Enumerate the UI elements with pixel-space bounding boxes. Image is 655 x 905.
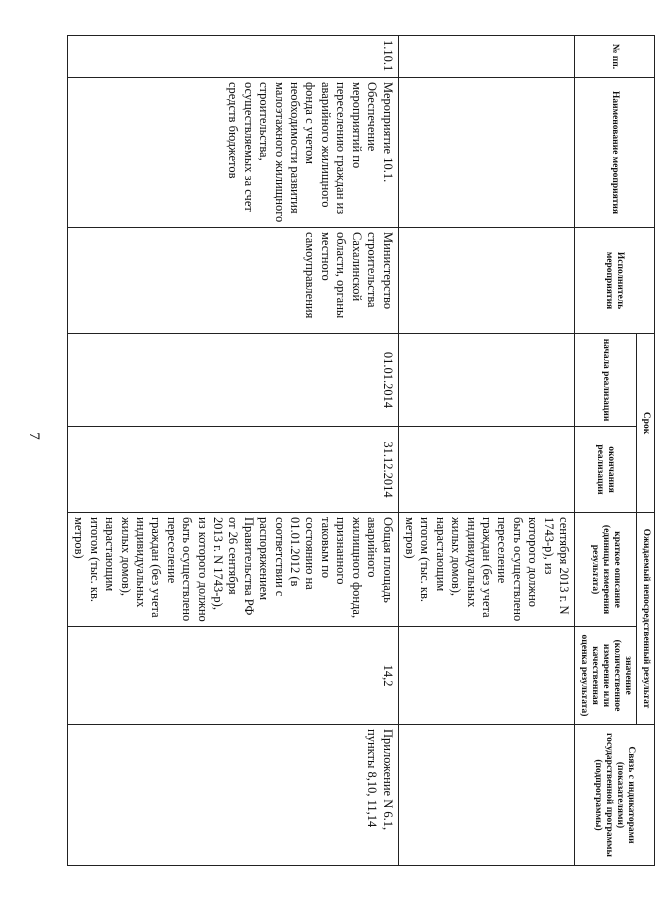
- cell-result-value: [398, 627, 574, 725]
- header-measure-name: Наименование мероприятия: [575, 78, 655, 228]
- header-result-description: краткое описание (единицы измерения результата): [575, 513, 637, 627]
- cell-result-description: Общая площадь аварийного жилищного фонда, признанного таковым по состоянию на 01.01.2012 (в соответствии с распоряжением Правительства РФ от 26 сентября 2013 г. N 1743-р), из которого должно быть осуществлено переселение граждан (без учета индивидуальных жилых домов), нарастающим итогом (тыс. кв. метров): [68, 513, 399, 627]
- cell-executor: Министерство строительства Сахалинской области, органы местного самоуправления: [68, 228, 399, 334]
- cell-measure-name: Мероприятие 10.1. Обеспечение мероприятий по переселению граждан из аварийного жилищного фонда с учетом необходимости развития малоэтажного жилищного строительства, осуществляемых за счет средств бюджетов: [68, 78, 399, 228]
- header-indicator-link: Связь с индикаторами (показателями) государственной программы (подпрограммы): [575, 725, 655, 866]
- cell-start-date: 01.01.2014: [68, 334, 399, 427]
- cell-executor: [398, 228, 574, 334]
- cell-num: 1.10.1: [68, 36, 399, 78]
- header-num: № пп.: [575, 36, 655, 78]
- header-term: Срок: [637, 334, 655, 513]
- table-row-continuation: [398, 36, 574, 866]
- cell-result-value: 14,2: [68, 627, 399, 725]
- header-term-start: начала реализации: [575, 334, 637, 427]
- cell-end-date: [398, 427, 574, 513]
- cell-num: [398, 36, 574, 78]
- header-result-value: значение (количественное измерение или качественная оценка результата): [575, 627, 637, 725]
- cell-result-description: сентября 2013 г. N 1743-р), из которого должно быть осуществлено переселение граждан (без учета индивидуальных жилых домов), нарастающим итогом (тыс. кв. метров): [398, 513, 574, 627]
- cell-end-date: 31.12.2014: [68, 427, 399, 513]
- page-number: 7: [26, 432, 42, 440]
- header-executor: Исполнитель мероприятия: [575, 228, 655, 334]
- cell-start-date: [398, 334, 574, 427]
- header-term-end: окончания реализации: [575, 427, 637, 513]
- measures-table-sheet: [72, 35, 655, 865]
- cell-measure-name: [398, 78, 574, 228]
- header-expected-result: Ожидаемый непосредственный результат: [637, 513, 655, 725]
- measures-table: [67, 35, 655, 866]
- table-row: [68, 36, 399, 866]
- cell-indicator-link: [398, 725, 574, 866]
- cell-indicator-link: Приложение N 6.1, пункты 8,10, 11,14: [68, 725, 399, 866]
